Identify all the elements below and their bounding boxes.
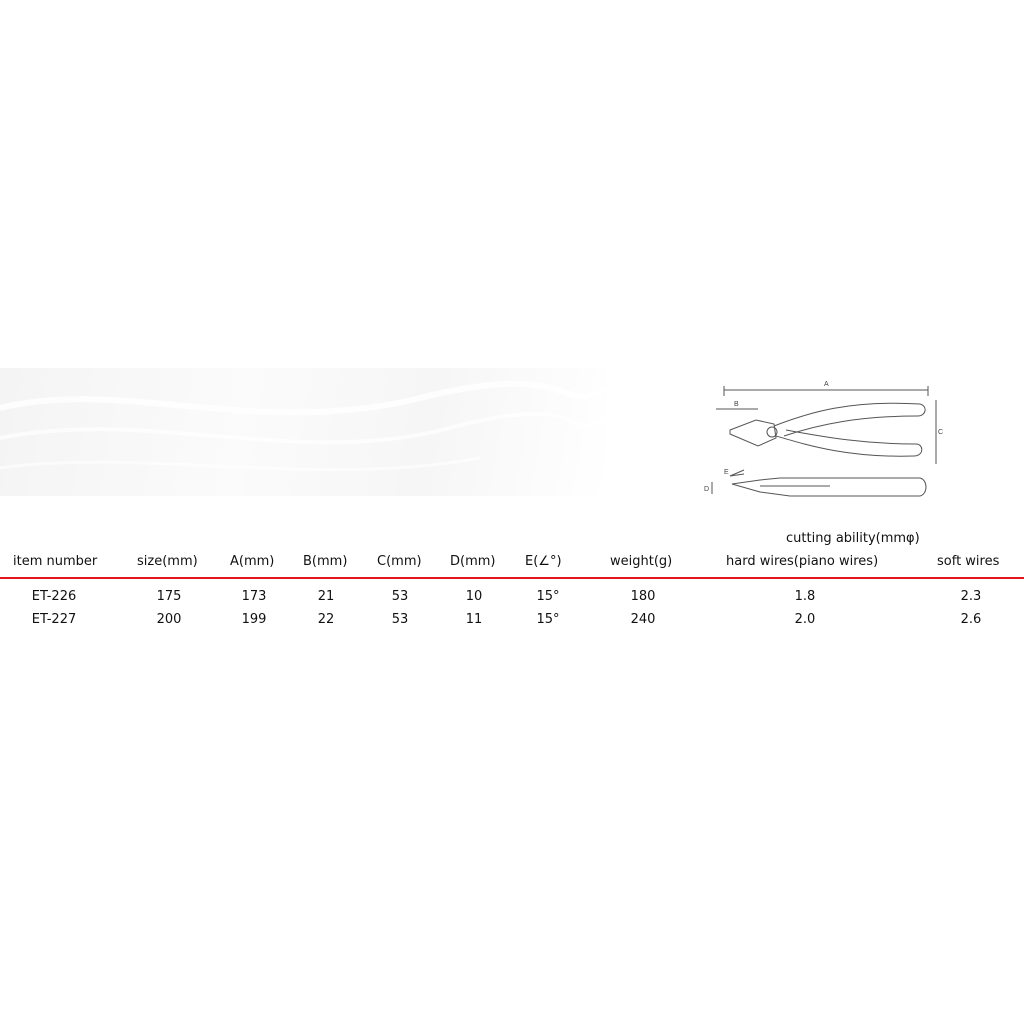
table-cell-b: 22 [317,612,335,627]
table-cell-hard-wires: 1.8 [794,589,816,604]
dim-label-e: E [724,469,729,476]
table-cell-d: 10 [465,589,483,604]
table-cell-a: 173 [241,589,267,604]
table-cell-item-number: ET-226 [31,589,77,604]
dim-label-d: D [704,486,710,493]
table-cell-a: 199 [241,612,267,627]
table-cell-e: 15° [536,612,560,627]
table-cell-item-number: ET-227 [31,612,77,627]
header-b: B(mm) [303,554,348,569]
table-cell-d: 11 [465,612,483,627]
dim-label-c: C [938,429,944,436]
table-cell-b: 21 [317,589,335,604]
header-hard-wires: hard wires(piano wires) [726,554,879,569]
table-cell-c: 53 [391,612,409,627]
table-cell-size: 200 [156,612,182,627]
table-cell-size: 175 [156,589,182,604]
banner-swoosh [0,368,606,496]
dim-label-b: B [734,401,739,408]
header-e: E(∠°) [525,554,562,569]
header-a: A(mm) [230,554,275,569]
table-cell-soft-wires: 2.3 [960,589,982,604]
header-size: size(mm) [137,554,198,569]
header-d: D(mm) [450,554,496,569]
table-cell-weight: 240 [630,612,656,627]
header-item-number: item number [13,554,98,569]
decorative-banner [0,368,606,496]
header-soft-wires: soft wires [937,554,1000,569]
table-cell-e: 15° [536,589,560,604]
pliers-dimension-diagram [700,374,944,504]
table-cell-weight: 180 [630,589,656,604]
table-cell-soft-wires: 2.6 [960,612,982,627]
header-divider [0,577,1024,579]
dim-label-a: A [824,381,829,388]
table-cell-c: 53 [391,589,409,604]
table-cell-hard-wires: 2.0 [794,612,816,627]
header-c: C(mm) [377,554,422,569]
header-weight: weight(g) [610,554,673,569]
cutting-ability-group-header: cutting ability(mmφ) [786,531,920,546]
pliers-drawing [700,374,944,504]
